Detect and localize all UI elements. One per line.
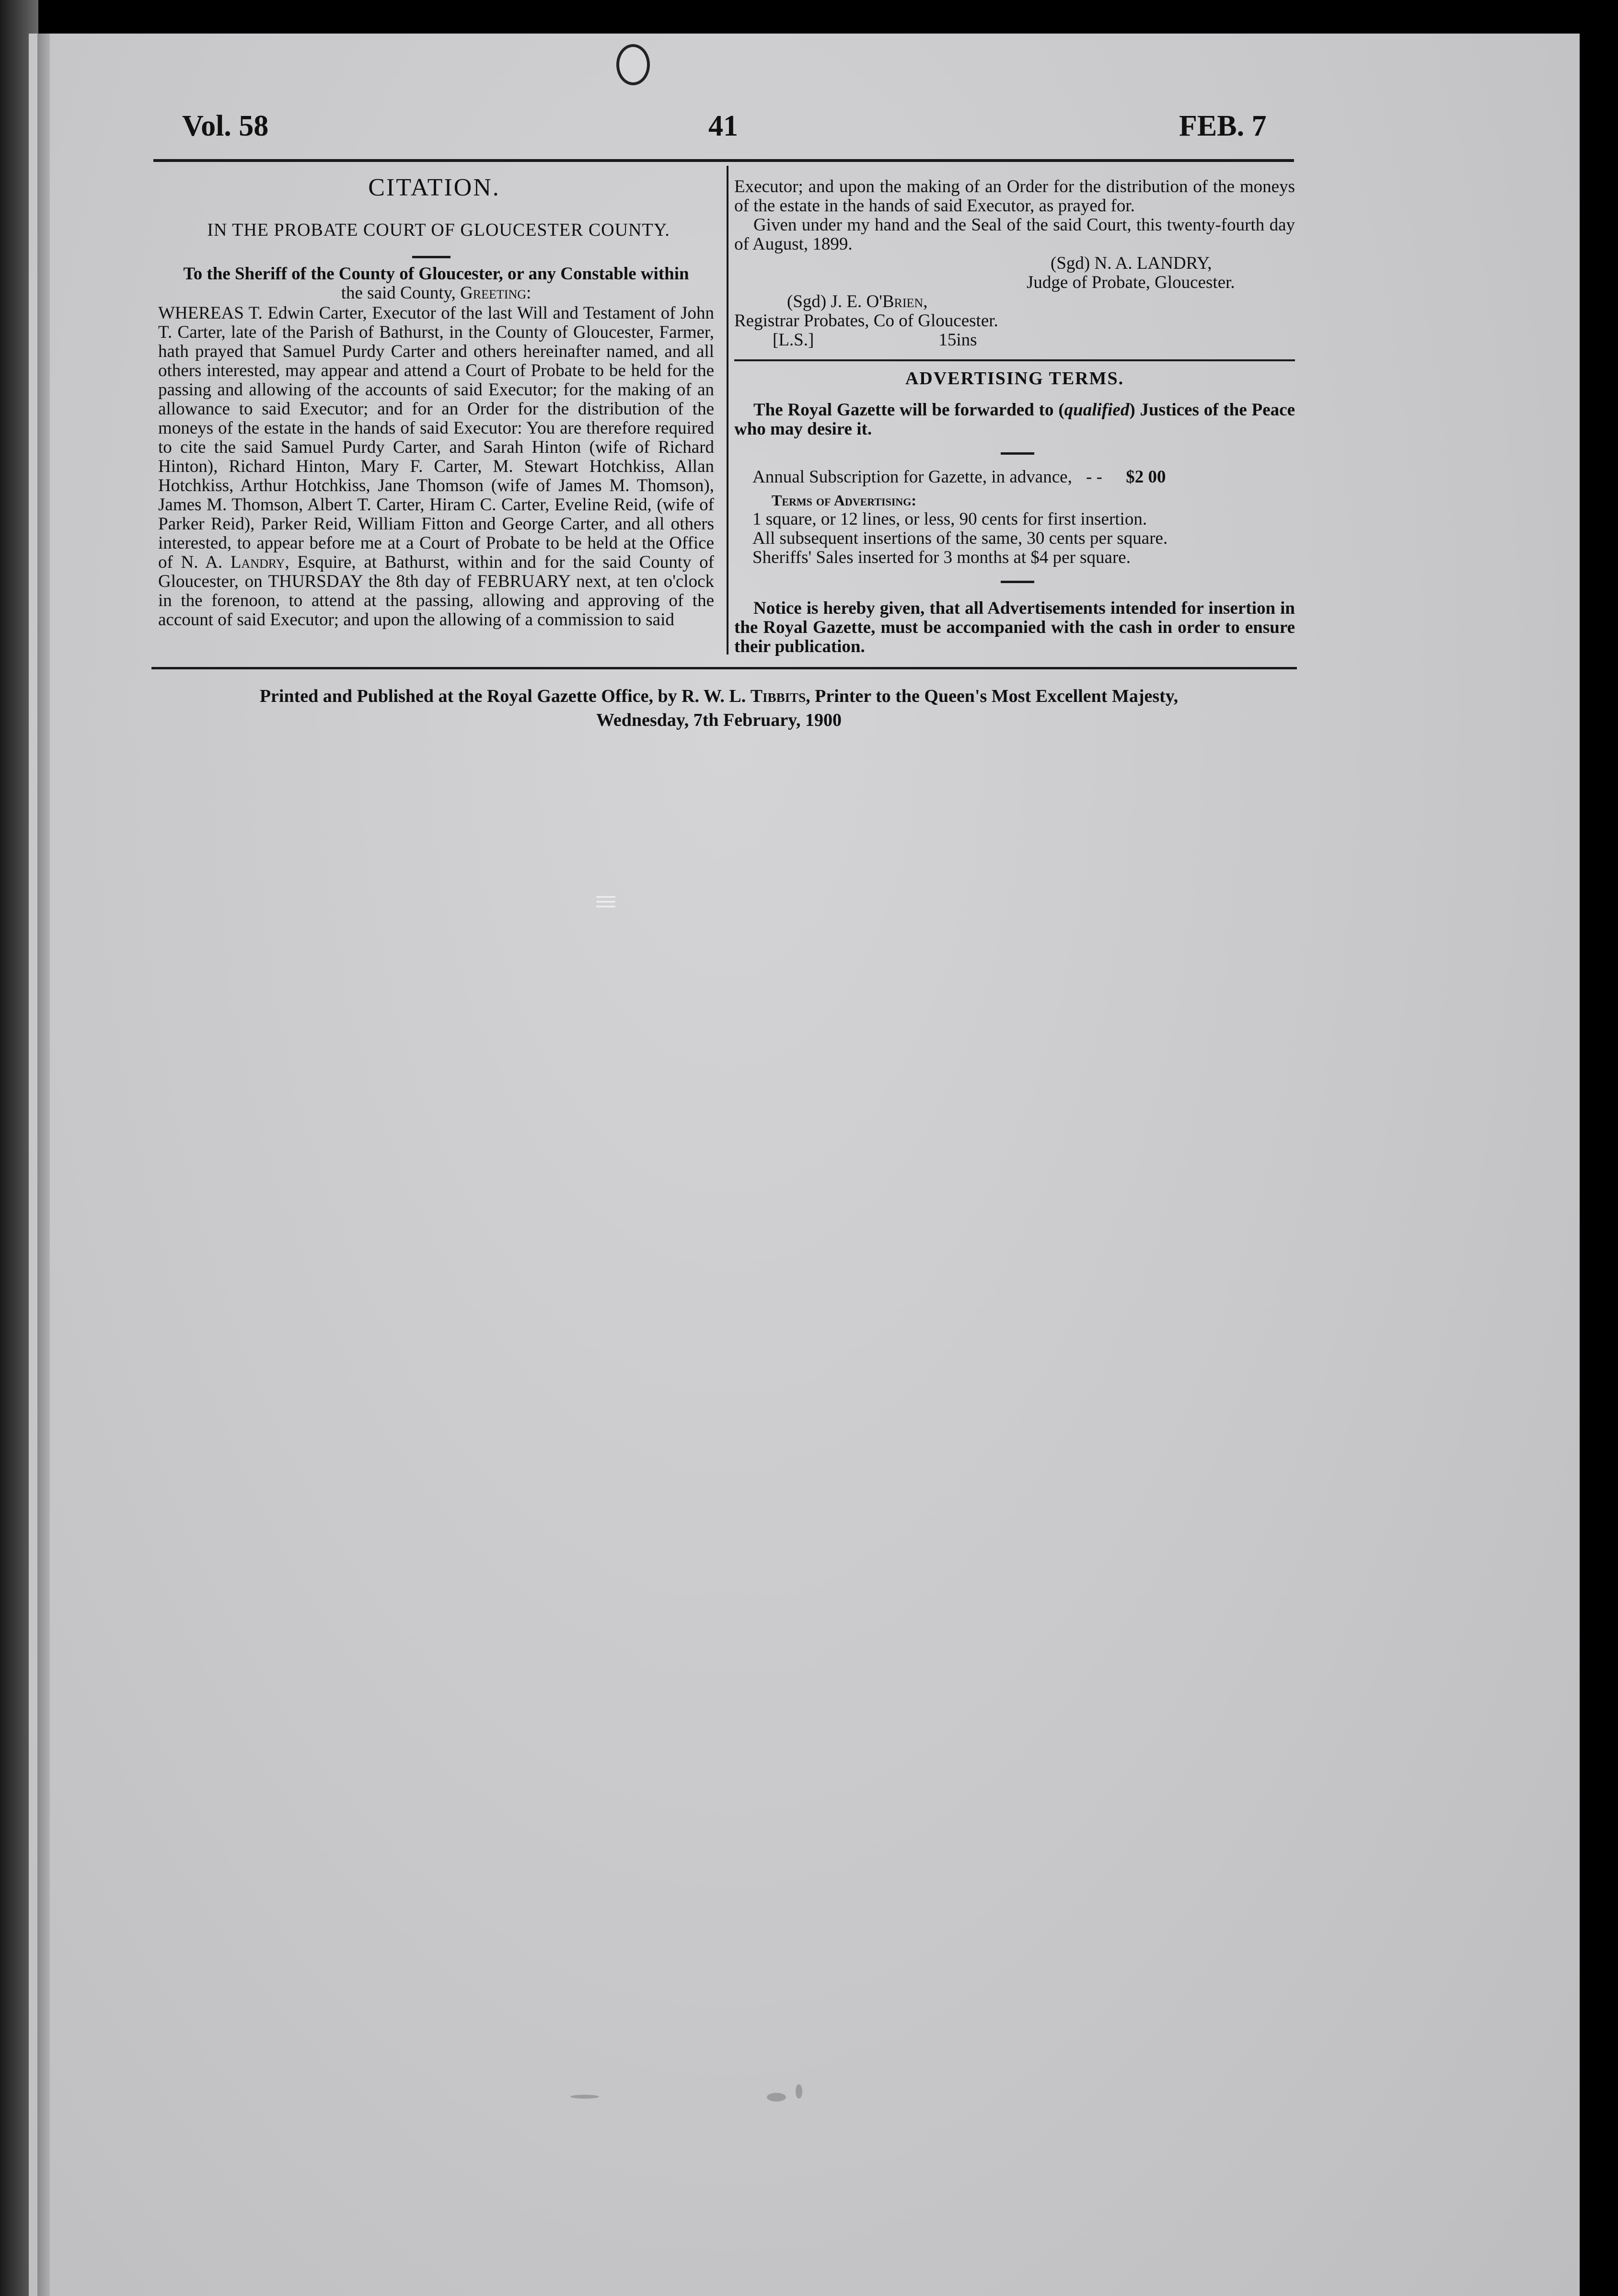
citation-address [158, 264, 714, 303]
subscription [752, 468, 1294, 487]
intro-qualified: qualified [1064, 400, 1130, 420]
imprint-line-1 [144, 684, 1294, 708]
seal-mark: [L.S.] [773, 330, 814, 350]
address-county: the said County, [341, 283, 456, 303]
imprint-b: , Printer to the Queen's Most Excellent Majesty, [806, 686, 1179, 706]
court-name: IN THE PROBATE COURT OF GLOUCESTER COUNTY. [207, 220, 670, 240]
binding-spine [37, 34, 50, 2296]
citation-body [158, 304, 714, 630]
continuation-text: Executor; and upon the making of an Order for the distribution of the moneys of the estate in the hands of said Executor, as prayed for. [734, 177, 1295, 216]
address-line-2 [158, 284, 714, 303]
subscription-line [752, 468, 1294, 487]
ink-speck [796, 2084, 802, 2099]
subscription-price: $2 00 [1126, 467, 1166, 487]
citation-title: CITATION. [368, 174, 500, 201]
intro-a: The Royal Gazette will be forwarded to ( [753, 400, 1064, 420]
imprint-a: Printed and Published at the Royal Gazette Office, by R. W. L. [259, 686, 751, 706]
advertising-terms [734, 369, 1295, 388]
advertising-rule-2 [1001, 581, 1034, 583]
registrar-prefix: (Sgd) J. E. [787, 292, 867, 311]
subscription-dashes: - - [1086, 467, 1102, 487]
citation-continuation [734, 177, 1295, 350]
subscription-label: Annual Subscription for Gazette, in advance, [752, 467, 1072, 487]
judge-title: Judge of Probate, Gloucester. [1027, 273, 1235, 292]
address-line-1: To the Sheriff of the County of Gloucester, or any Constable within [183, 264, 689, 284]
terms-heading: Terms of Advertising: [772, 492, 917, 509]
landry-name: N. A. Landry [181, 552, 285, 572]
insertion-count: 15ins [938, 330, 977, 350]
citation-text-lead: WHEREAS T. Edwin Carter, Executor of the last Will and Testament of John T. Carter, late of the Parish of Bathurst, in the County of Gloucester, Farmer, hath prayed that Samuel Purdy Carter and others hereinafter named, and all others interested, may appear and attend a Court of Probate to be held for the passing and allowing of the accounts of said Executor; for the making of an allowance to said Executor; and for an Order for the distribution of the moneys of the estate in the hands of said Executor: You are therefore required to cite the said Samuel Purdy Carter, and Sarah Hinton (wife of Richard Hinton), Richard Hinton, Mary F. Carter, M. Stewart Hotchkiss, Allan Hotchkiss, Arthur Hotchkiss, Jane Thomson (wife of James M. Thomson), James M. Thomson, Albert T. Carter, Hiram C. Carter, Eveline Reid, (wife of Parker Reid), Parker Reid, William Fitton and George Carter, and all others interested, to appear before me at a Court of Probate to be held at the Office of [158, 303, 714, 572]
footer-rule [151, 667, 1297, 669]
printer-imprint [144, 684, 1294, 732]
paper-blemish [596, 896, 615, 898]
issue-date: FEB. 7 [1179, 110, 1267, 142]
registrar-signature: (Sgd) J. E. O'Brien, [787, 292, 928, 311]
volume-label: Vol. 58 [182, 110, 269, 142]
registrar-title: Registrar Probates, Co of Gloucester. [734, 311, 998, 331]
imprint-line-2: Wednesday, 7th February, 1900 [596, 710, 842, 730]
paper-blemish [596, 906, 615, 907]
intro-text [734, 401, 1295, 439]
paper-blemish [596, 901, 615, 903]
greeting: Greeting: [460, 283, 532, 303]
ink-speck [767, 2093, 786, 2101]
citation-text-tail: , Esquire, at Bathurst, within and for the said County of Gloucester, on THURSDAY the 8th day of FEBRUARY next, at ten o'clock in the forenoon, to attend at the passing, allowing and approving of the account of said Executor; and upon the allowing of a commission to said [158, 552, 715, 630]
ink-speck [570, 2095, 599, 2099]
intro-b: ) Justices of the Peace who may desire it. [734, 400, 1295, 439]
imprint-printer: Tibbits [750, 686, 806, 706]
column-divider [727, 166, 728, 654]
term-1: 1 square, or 12 lines, or less, 90 cents for first insertion. [752, 509, 1147, 529]
given-text: Given under my hand and the Seal of the said Court, this twenty-fourth day of August, 1899. [734, 215, 1295, 254]
term-2: All subsequent insertions of the same, 30 cents per square. [752, 528, 1168, 548]
advertising-notice [734, 599, 1295, 656]
terms-list [752, 491, 1294, 567]
binding-hole [616, 44, 650, 85]
term-3: Sheriffs' Sales inserted for 3 months at $4 per square. [752, 548, 1131, 567]
page-number: 41 [708, 110, 738, 142]
advertising-intro [734, 401, 1295, 439]
citation-paragraph [158, 304, 714, 630]
section-rule [734, 359, 1295, 361]
judge-signature: (Sgd) N. A. LANDRY, [1051, 253, 1212, 273]
header-rule [153, 159, 1294, 162]
registrar-name: O'Brien [866, 292, 924, 311]
notice-text: Notice is hereby given, that all Advertisements intended for insertion in the Royal Gazette, must be accompanied with the cash in order to ensure their publication. [734, 598, 1295, 656]
advertising-title: ADVERTISING TERMS. [905, 368, 1124, 389]
citation-rule [412, 256, 451, 258]
seal-line [734, 331, 1295, 350]
advertising-rule-1 [1001, 452, 1034, 455]
scan-border [1580, 0, 1618, 2296]
